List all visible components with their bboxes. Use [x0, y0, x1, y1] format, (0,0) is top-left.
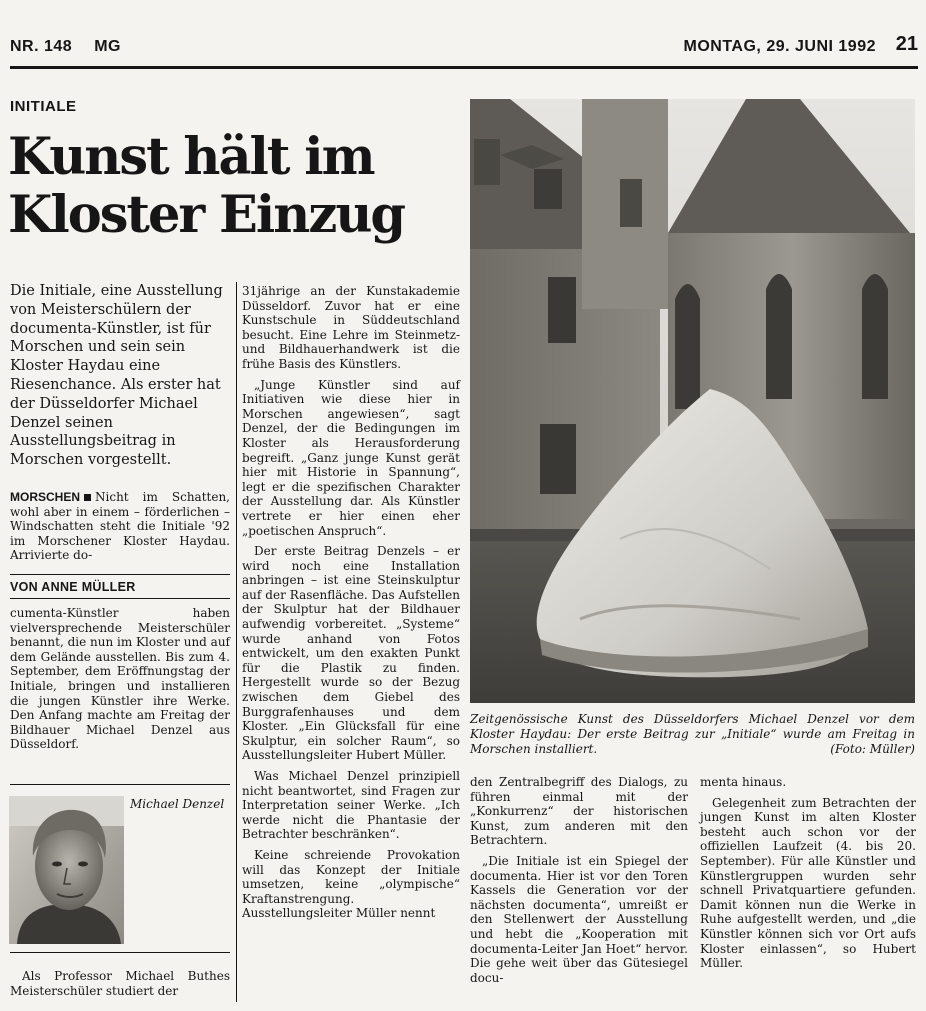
body-paragraph: den Zentralbegriff des Dialogs, zu führen einmal mit der „Konkurrenz“ der historischen Kunst, zum anderen mit den Betrachtern.	[470, 775, 688, 848]
body-paragraph: „Die Initiale ist ein Spiegel der documenta. Hier ist vor den Toren Kassels die Generation vor der nächsten documenta“, umreißt er den Stellenwert der Ausstellung und hebt die „Kooperation mit documenta-Leiter Jan Hoet“ hervor. Die gehe weit über das Gütesiegel docu-	[470, 853, 688, 985]
byline-rule-bottom	[10, 598, 230, 599]
masthead-rule	[10, 66, 918, 69]
portrait-rule	[10, 784, 230, 785]
column-1-bottom	[10, 969, 230, 1004]
masthead	[10, 34, 918, 64]
dateline-square-icon	[84, 494, 91, 501]
portrait-image	[9, 796, 124, 944]
column-1-top	[10, 490, 230, 569]
column-1-mid	[10, 606, 230, 758]
portrait-rule-bottom	[10, 952, 230, 953]
page-number: 21	[895, 33, 918, 55]
column-rule	[236, 282, 237, 1002]
headline	[8, 128, 468, 244]
section-kicker: INITIALE	[10, 98, 77, 115]
body-paragraph: Nicht im Schatten, wohl aber in einem – förderlichen – Windschatten steht die Initiale '92 im Morschener Kloster Haydau. Arrivierte do-	[10, 490, 230, 563]
column-3	[470, 775, 688, 991]
main-photo	[470, 99, 915, 703]
column-4	[700, 775, 916, 977]
dateline: MORSCHEN	[10, 490, 81, 504]
byline-rule-top	[10, 574, 230, 575]
portrait-photo	[9, 796, 124, 944]
masthead-left	[10, 38, 143, 56]
body-paragraph: Keine schreiende Provokation will das Konzept der Initiale umsetzen, keine „olympische“ Kraftanstrengung. Ausstellungsleiter Müller nennt	[242, 847, 460, 921]
headline-line-2: Kloster Einzug	[8, 185, 405, 245]
body-paragraph: menta hinaus.	[700, 775, 787, 789]
body-paragraph: „Junge Künstler sind auf Initiativen wie diese hier in Morschen angewiesen“, sagt Denzel, der die Bedingungen im Kloster als Herausforderung begreift. „Ganz junge Kunst gerät hier mit Historie in Spannung“, legt er die spezifischen Charakter der Ausstellung dar. Als Künstler vertrete er hier einen eher „poetischen Anspruch“.	[242, 377, 460, 538]
issue-date: MONTAG, 29. JUNI 1992	[683, 38, 876, 55]
monastery-sculpture-image	[470, 99, 915, 703]
portrait-caption: Michael Denzel	[130, 797, 225, 811]
body-paragraph: Der erste Beitrag Denzels – er wird noch eine Installation anbringen – ist eine Steinskulptur auf der Rasenfläche. Das Aufstellen der Skulptur hat der Bildhauer aufwendig vorbereitet. „Systeme“ wurde anhand von Fotos entwickelt, um den exakten Punkt für die Plastik zu finden. Hergestellt wurde so der Bezug zwischen dem Giebel des Burggrafenhauses und dem Kloster. „Ein Glücksfall für eine Skulptur, ein solcher Raum“, so Ausstellungsleiter Hubert Müller.	[242, 544, 460, 763]
byline: VON ANNE MÜLLER	[10, 580, 136, 594]
edition-code: MG	[94, 38, 121, 55]
column-2	[242, 284, 460, 927]
body-paragraph: Was Michael Denzel prinzipiell nicht beantwortet, sind Fragen zur Interpretation seiner Werke. „Ich werde nicht die Phantasie der Betrachter beschränken“.	[242, 769, 460, 842]
body-paragraph: Als Professor Michael Buthes Meisterschüler studiert der	[10, 969, 230, 998]
headline-line-1: Kunst hält im	[8, 127, 374, 187]
photo-caption-text: Zeitgenössische Kunst des Düsseldorfers Michael Denzel vor dem Kloster Haydau: Der erste Beitrag zur „Initiale“ wurde am Freitag in Morschen installiert.	[470, 712, 915, 756]
lead-paragraph: Die Initiale, eine Ausstellung von Meisterschülern der documenta-Künstler, ist für Morschen und sein sein Kloster Haydau eine Riesenchance. Als erster hat der Düsseldorfer Michael Denzel seinen Ausstellungsbeitrag in Morschen vorgestellt.	[10, 283, 223, 469]
photo-caption	[470, 712, 915, 757]
body-paragraph: Gelegenheit zum Betrachten der jungen Kunst im alten Kloster besteht auch schon vor der offiziellen Laufzeit (4. bis 20. September). Für alle Künstler und Künstlergruppen wurden sehr schnell Privatquartiere gefunden. Damit können nun die Werke in Ruhe aufgestellt werden, und „die Künstler können sich vor Ort aufs Kloster einlassen“, so Hubert Müller.	[700, 795, 916, 971]
photo-credit: (Foto: Müller)	[830, 742, 915, 756]
issue-number: NR. 148	[10, 38, 73, 55]
body-paragraph: cumenta-Künstler haben vielversprechende Meisterschüler benannt, die nun im Kloster und auf dem Gelände ausstellen. Bis zum 4. September, dem Eröffnungstag der Initiale, bringen und installieren die jungen Künstler ihre Werke. Den Anfang machte am Freitag der Bildhauer Michael Denzel aus Düsseldorf.	[10, 606, 230, 752]
body-paragraph: 31jährige an der Kunstakademie Düsseldorf. Zuvor hat er eine Kunstschule in Süddeutschland besucht. Eine Lehre im Steinmetz- und Bildhauerhandwerk ist die frühe Basis des Künstlers.	[242, 284, 460, 371]
